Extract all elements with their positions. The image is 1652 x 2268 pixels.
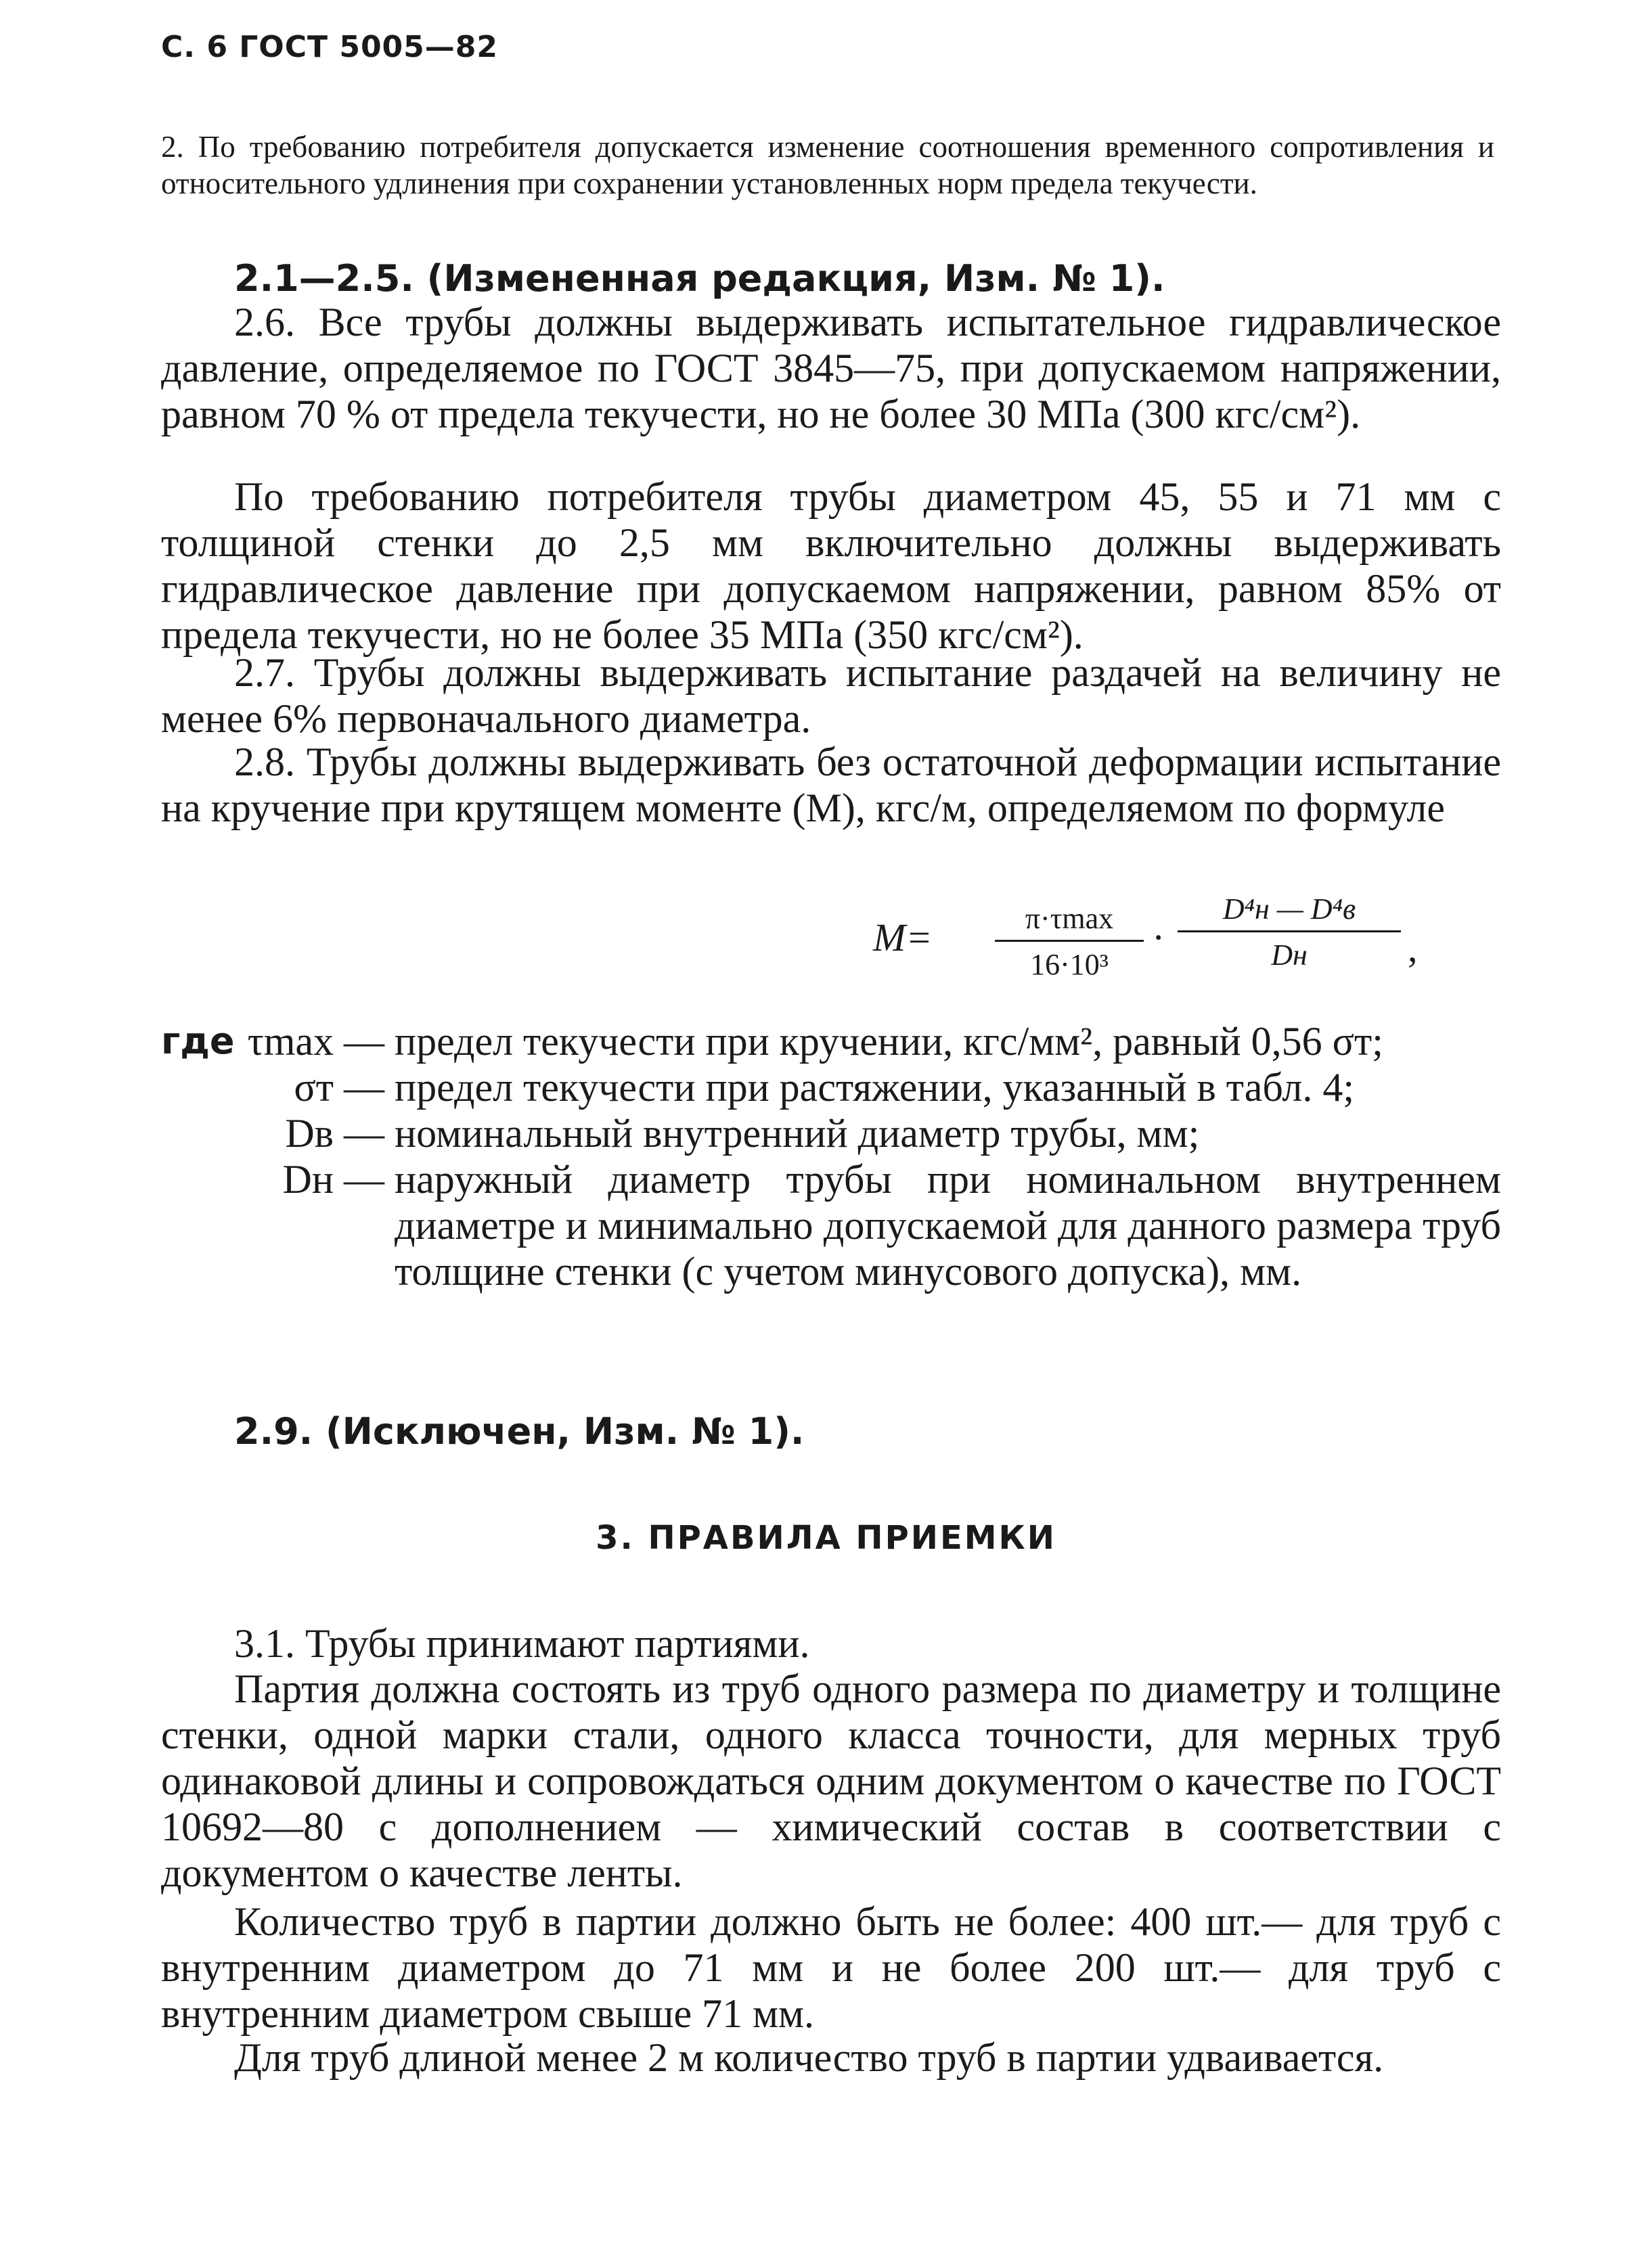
definition-symbol: σт —: [294, 1065, 384, 1110]
definition-text: предел текучести при кручении, кгс/мм², равный 0,56 σт;: [395, 1019, 1383, 1064]
formula-dot: ·: [1152, 915, 1165, 959]
formula-frac1-denominator: 16·10³: [1030, 948, 1109, 981]
formula-comma: ,: [1408, 926, 1418, 970]
page-header: С. 6 ГОСТ 5005—82: [161, 30, 499, 64]
torque-formula: [873, 880, 1211, 1008]
para-3-1: 3.1. Трубы принимают партиями.: [234, 1621, 810, 1666]
where-intro: где: [161, 1020, 235, 1062]
definition-row: [161, 1018, 1501, 1064]
definition-row: [161, 1156, 1501, 1294]
formula-fraction-2: [1178, 892, 1401, 972]
formula-frac2-denominator: Dн: [1271, 938, 1308, 972]
definition-symbol: Dв —: [285, 1111, 384, 1156]
para-3-1-batch: Партия должна состоять из труб одного размера по диаметру и толщине стенки, одной марки стали, одного класса точности, для мерных труб одинаковой длины и сопровождаться одним документом о качестве по ГОСТ 10692—80 с дополнением — химический состав в соответствии с документом о качестве ленты.: [161, 1666, 1501, 1895]
definition-row: [161, 1110, 1501, 1156]
para-2-9: 2.9. (Исключен, Изм. № 1).: [234, 1410, 805, 1453]
symbol-definitions: [161, 1018, 1501, 1294]
definition-text: предел текучести при растяжении, указанный в табл. 4;: [395, 1065, 1354, 1110]
definition-row: [161, 1064, 1501, 1110]
definition-symbol: τmax —: [247, 1019, 384, 1064]
definition-symbol: Dн —: [282, 1157, 384, 1202]
para-2-8: 2.8. Трубы должны выдерживать без остаточной деформации испытание на кручение при крутящем моменте (М), кгс/м, определяемом по формуле: [161, 740, 1501, 830]
definition-text: наружный диаметр трубы при номинальном внутреннем диаметре и минимально допускаемой для данного размера труб толщине стенки (с учетом минусового допуска), мм.: [395, 1157, 1501, 1294]
para-2-6-consumer: По требованию потребителя трубы диаметром 45, 55 и 71 мм с толщиной стенки до 2,5 мм включительно должны выдерживать гидравлическое давление при допускаемом напряжении, равном 85% от предела текучести, но не более 35 МПа (350 кгс/см²).: [161, 474, 1501, 657]
para-3-1-quantity: Количество труб в партии должно быть не более: 400 шт.— для труб с внутренним диаметром до 71 мм и не более 200 шт.— для труб с внутренним диаметром свыше 71 мм.: [161, 1899, 1501, 2036]
definition-text: номинальный внутренний диаметр трубы, мм;: [395, 1111, 1200, 1156]
formula-fraction-1: [995, 901, 1144, 982]
formula-frac1-numerator: π·τmax: [995, 901, 1144, 942]
para-2-7: 2.7. Трубы должны выдерживать испытание раздачей на величину не менее 6% первоначального диаметра.: [161, 650, 1501, 741]
note-2: 2. По требованию потребителя допускается изменение соотношения временного сопротивления и относительного удлинения при сохранении установленных норм предела текучести.: [161, 130, 1494, 200]
formula-lhs: M=: [873, 915, 933, 959]
formula-frac2-numerator: D⁴н — D⁴в: [1178, 892, 1401, 932]
para-2-6: 2.6. Все трубы должны выдерживать испытательное гидравлическое давление, определяемое по ГОСТ 3845—75, при допускаемом напряжении, равном 70 % от предела текучести, но не более 30 МПа (300 кгс/см²).: [161, 300, 1501, 436]
para-3-1-short-pipes: Для труб длиной менее 2 м количество труб в партии удваивается.: [234, 2035, 1384, 2080]
section-3-title: 3. ПРАВИЛА ПРИЕМКИ: [596, 1519, 1056, 1557]
para-2-1-2-5: 2.1—2.5. (Измененная редакция, Изм. № 1).: [234, 257, 1165, 300]
